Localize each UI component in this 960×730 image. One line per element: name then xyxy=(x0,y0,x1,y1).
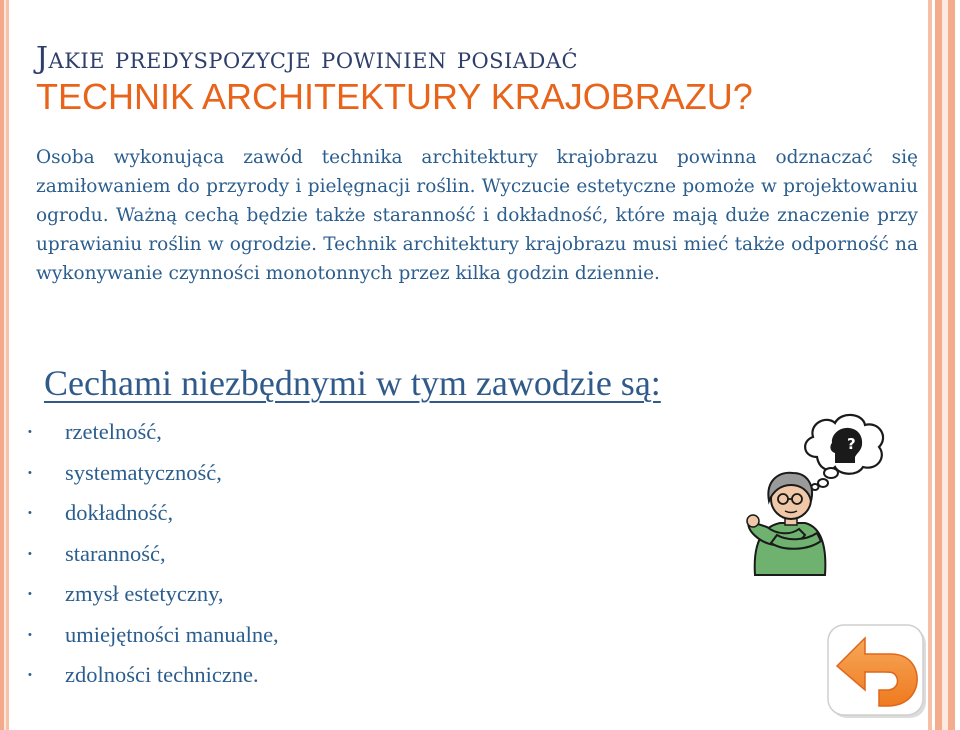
trait-text: rzetelność, xyxy=(65,419,162,445)
bullet-icon: • xyxy=(28,547,32,560)
bullet-icon: • xyxy=(28,426,32,439)
bullet-icon: • xyxy=(28,669,32,682)
list-item xyxy=(28,655,279,696)
bullet-icon: • xyxy=(28,588,32,601)
trait-text: systematyczność, xyxy=(65,459,222,485)
list-item xyxy=(28,493,279,534)
list-item xyxy=(28,412,279,453)
trait-text: zdolności techniczne. xyxy=(65,662,259,688)
intro-paragraph: Osoba wykonująca zawód technika architektury krajobrazu powinna odznaczać się zamiłowaniem do przyrody i pielęgnacji roślin. Wyczucie estetyczne pomoże w projektowaniu ogrodu. Ważną cechą będzie także staranność i dokładność, które mają duże znaczenie przy uprawianiu roślin w ogrodzie. Technik architektury krajobrazu musi mieć także odporność na wykonywanie czynności monotonnych przez kilka godzin dziennie. xyxy=(36,147,918,284)
bullet-icon: • xyxy=(28,466,32,479)
trait-text: dokładność, xyxy=(65,500,174,526)
bullet-icon: • xyxy=(28,628,32,641)
slide-title xyxy=(36,40,896,116)
list-item xyxy=(28,534,279,575)
svg-text:?: ? xyxy=(847,435,856,453)
traits-heading: Cechami niezbędnymi w tym zawodzie są: xyxy=(44,363,661,403)
list-item xyxy=(28,615,279,656)
bullet-icon: • xyxy=(28,507,32,520)
trait-text: zmysł estetyczny, xyxy=(65,581,224,607)
trait-text: umiejętności manualne, xyxy=(65,621,279,647)
traits-list xyxy=(28,412,279,696)
title-line-2: TECHNIK ARCHITEKTURY KRAJOBRAZU? xyxy=(36,76,753,117)
right-decorative-border xyxy=(928,0,960,730)
trait-text: staranność, xyxy=(65,540,166,566)
list-item xyxy=(28,453,279,494)
back-arrow-icon[interactable] xyxy=(825,622,930,722)
list-item xyxy=(28,574,279,615)
thinking-person-question-icon xyxy=(735,405,895,580)
title-line-1: Jakie predyspozycje powinien posiadać xyxy=(36,41,579,76)
left-decorative-border xyxy=(0,0,14,730)
